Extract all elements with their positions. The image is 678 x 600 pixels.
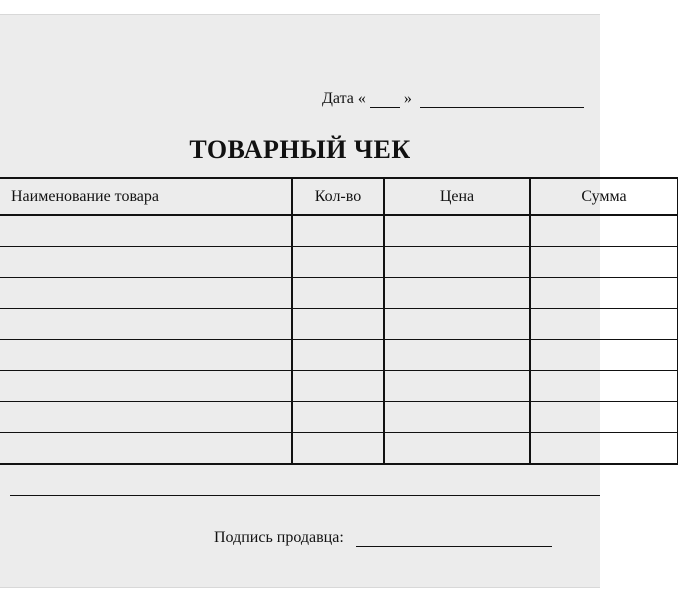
cell-sum[interactable] xyxy=(530,371,678,402)
cell-sum[interactable] xyxy=(530,309,678,340)
date-day-blank[interactable] xyxy=(370,93,400,108)
cell-price[interactable] xyxy=(384,215,530,247)
table-row xyxy=(0,309,678,340)
date-label: Дата « xyxy=(322,90,366,107)
cell-quantity[interactable] xyxy=(292,278,384,309)
cell-quantity[interactable] xyxy=(292,215,384,247)
table-row xyxy=(0,247,678,278)
cell-quantity[interactable] xyxy=(292,371,384,402)
table-row xyxy=(0,433,678,465)
date-month-year-blank[interactable] xyxy=(420,93,584,108)
cell-sum[interactable] xyxy=(530,402,678,433)
total-line[interactable] xyxy=(10,495,600,496)
cell-price[interactable] xyxy=(384,278,530,309)
table-row xyxy=(0,215,678,247)
cell-name[interactable] xyxy=(0,402,292,433)
cell-name[interactable] xyxy=(0,215,292,247)
cell-price[interactable] xyxy=(384,247,530,278)
items-table xyxy=(0,177,678,465)
cell-name[interactable] xyxy=(0,340,292,371)
cell-price[interactable] xyxy=(384,371,530,402)
receipt-sheet xyxy=(0,14,627,588)
cell-sum[interactable] xyxy=(530,433,678,465)
cell-sum[interactable] xyxy=(530,278,678,309)
cell-price[interactable] xyxy=(384,402,530,433)
column-header-quantity: Кол-во xyxy=(292,178,384,215)
cell-name[interactable] xyxy=(0,309,292,340)
cell-name[interactable] xyxy=(0,278,292,309)
cell-quantity[interactable] xyxy=(292,247,384,278)
cell-price[interactable] xyxy=(384,309,530,340)
column-header-name: Наименование товара xyxy=(0,178,292,215)
cell-quantity[interactable] xyxy=(292,309,384,340)
cell-name[interactable] xyxy=(0,247,292,278)
table-row xyxy=(0,340,678,371)
cell-quantity[interactable] xyxy=(292,340,384,371)
cell-sum[interactable] xyxy=(530,340,678,371)
cell-quantity[interactable] xyxy=(292,402,384,433)
cell-sum[interactable] xyxy=(530,215,678,247)
signature-blank[interactable] xyxy=(356,532,552,547)
cell-name[interactable] xyxy=(0,433,292,465)
date-quote-close: » xyxy=(403,90,412,107)
table-row xyxy=(0,402,678,433)
cell-price[interactable] xyxy=(384,340,530,371)
cell-sum[interactable] xyxy=(530,247,678,278)
column-header-price: Цена xyxy=(384,178,530,215)
table-row xyxy=(0,278,678,309)
column-header-sum: Сумма xyxy=(530,178,678,215)
table-header-row xyxy=(0,178,678,215)
signature-label: Подпись продавца: xyxy=(214,529,344,546)
cell-price[interactable] xyxy=(384,433,530,465)
signature-row xyxy=(214,529,552,547)
cell-quantity[interactable] xyxy=(292,433,384,465)
receipt-title: ТОВАРНЫЙ ЧЕК xyxy=(189,135,411,164)
cell-name[interactable] xyxy=(0,371,292,402)
table-row xyxy=(0,371,678,402)
date-row xyxy=(322,90,584,108)
